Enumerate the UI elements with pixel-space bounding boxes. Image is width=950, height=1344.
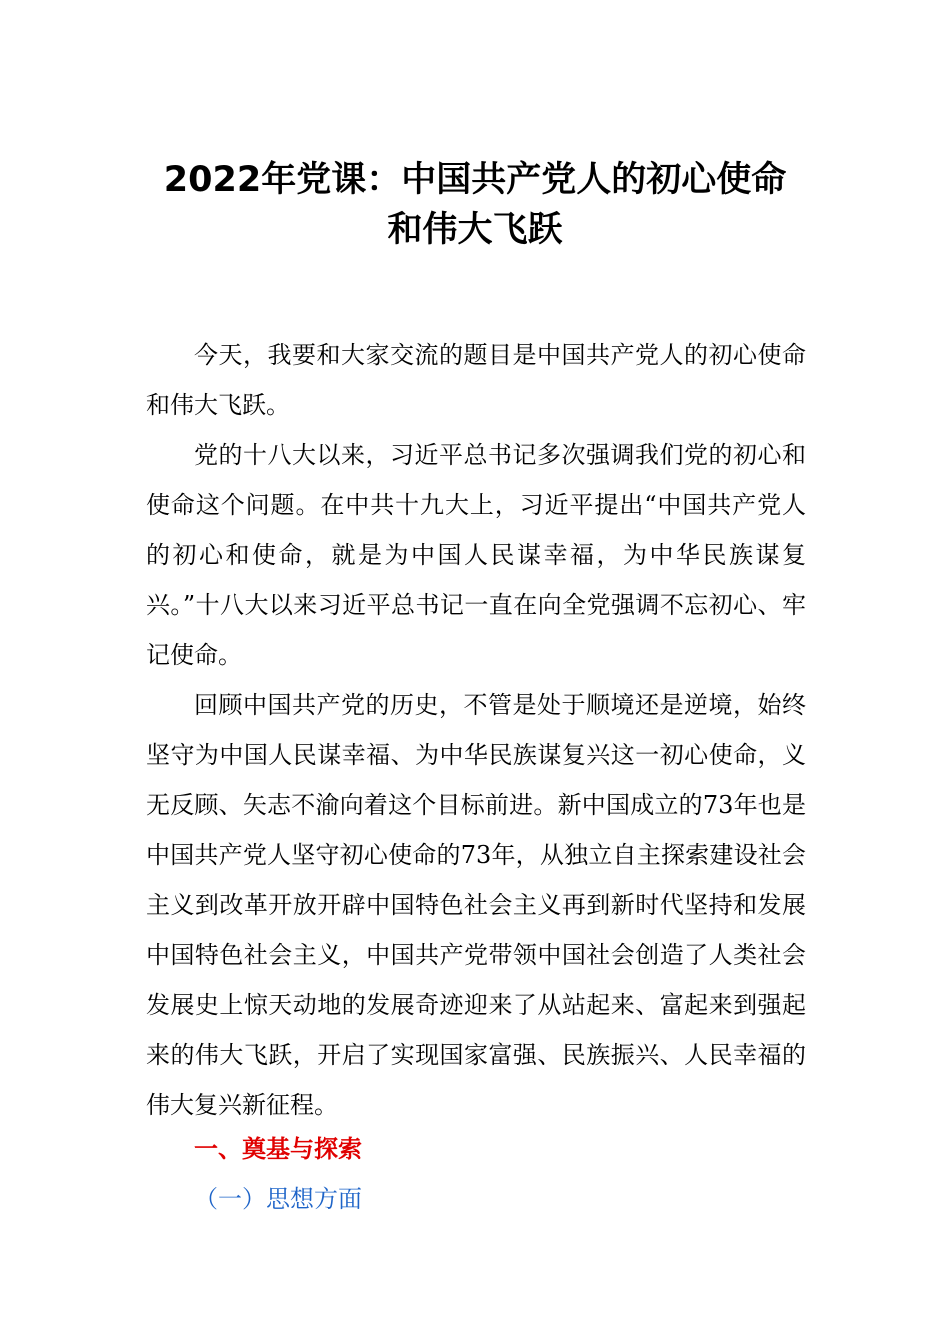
- paragraph-mission: 党的十八大以来，习近平总书记多次强调我们党的初心和使命这个问题。在中共十九大上，习近平提出“中国共产党人的初心和使命，就是为中国人民谋幸福，为中华民族谋复兴。”十八大以来习近平总书记一直在向全党强调不忘初心、牢记使命。: [146, 441, 806, 669]
- paragraph-history: 回顾中国共产党的历史，不管是处于顺境还是逆境，始终坚守为中国人民谋幸福、为中华民族谋复兴这一初心使命，义无反顾、矢志不渝向着这个目标前进。新中国成立的73年也是中国共产党人坚守初心使命的73年，从独立自主探索建设社会主义到改革开放开辟中国特色社会主义再到新时代坚持和发展中国特色社会主义，中国共产党带领中国社会创造了人类社会发展史上惊天动地的发展奇迹迎来了从站起来、富起来到强起来的伟大飞跃，开启了实现国家富强、民族振兴、人民幸福的伟大复兴新征程。: [146, 691, 806, 1119]
- document-title-line-1: 2022年党课：中国共产党人的初心使命: [163, 160, 787, 200]
- subsection-heading-1: （一）思想方面: [194, 1185, 362, 1213]
- document-body: [146, 330, 806, 1130]
- document-title-line-2: 和伟大飞跃: [387, 210, 563, 250]
- section-heading-1: 一、奠基与探索: [194, 1135, 362, 1163]
- paragraph-intro: 今天，我要和大家交流的题目是中国共产党人的初心使命和伟大飞跃。: [146, 341, 806, 419]
